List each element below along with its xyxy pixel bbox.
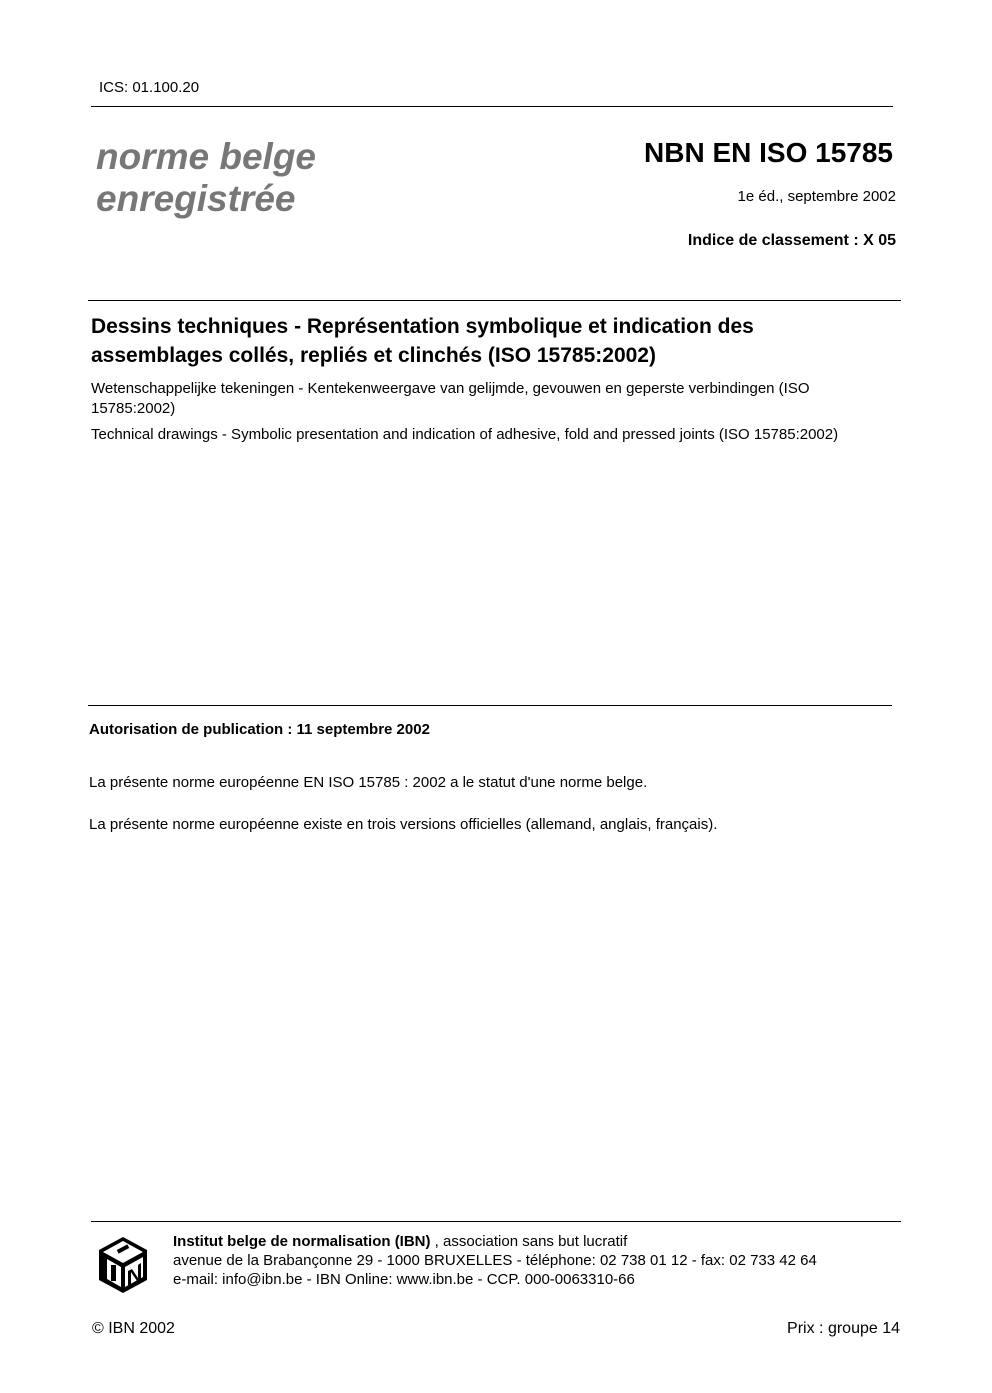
- title-dutch: Wetenschappelijke tekeningen - Kentekenweergave van gelijmde, gevouwen en geperste verbindingen (ISO 15785:2002): [91, 380, 810, 417]
- title-french: Dessins techniques - Représentation symbolique et indication des assemblages collés, repliés et clinchés (ISO 15785:2002): [91, 315, 754, 367]
- institute-address: avenue de la Brabançonne 29 - 1000 BRUXELLES - téléphone: 02 738 01 12 - fax: 02 733 42 64: [173, 1252, 817, 1269]
- classification-index: Indice de classement : X 05: [687, 232, 896, 249]
- divider-top: [91, 106, 893, 107]
- versions-paragraph: La présente norme européenne existe en trois versions officielles (allemand, anglais, français).: [89, 816, 718, 833]
- brand-line-1: norme belge: [96, 136, 316, 177]
- brand-title: [96, 136, 316, 220]
- divider-body-top: [88, 705, 892, 706]
- divider-title-top: [88, 300, 901, 301]
- price-group: Prix : groupe 14: [787, 1320, 900, 1337]
- institute-name: Institut belge de normalisation (IBN): [173, 1233, 431, 1250]
- standard-number: NBN EN ISO 15785: [644, 137, 893, 168]
- title-english: Technical drawings - Symbolic presentation and indication of adhesive, fold and pressed joints (ISO 15785:2002): [91, 426, 839, 443]
- divider-footer: [91, 1221, 901, 1222]
- institute-contact: e-mail: info@ibn.be - IBN Online: www.ibn.be - CCP. 000-0063310-66: [173, 1271, 635, 1288]
- edition-date: 1e éd., septembre 2002: [737, 188, 896, 205]
- institute-line: [173, 1233, 627, 1250]
- institute-suffix: , association sans but lucratif: [430, 1233, 628, 1250]
- brand-line-2: enregistrée: [96, 178, 296, 219]
- copyright: © IBN 2002: [92, 1320, 175, 1337]
- publication-authorisation: Autorisation de publication : 11 septembre 2002: [89, 721, 430, 738]
- ibn-logo-icon: [97, 1235, 149, 1295]
- status-paragraph: La présente norme européenne EN ISO 15785 : 2002 a le statut d'une norme belge.: [89, 774, 648, 791]
- ics-code: ICS: 01.100.20: [99, 79, 200, 96]
